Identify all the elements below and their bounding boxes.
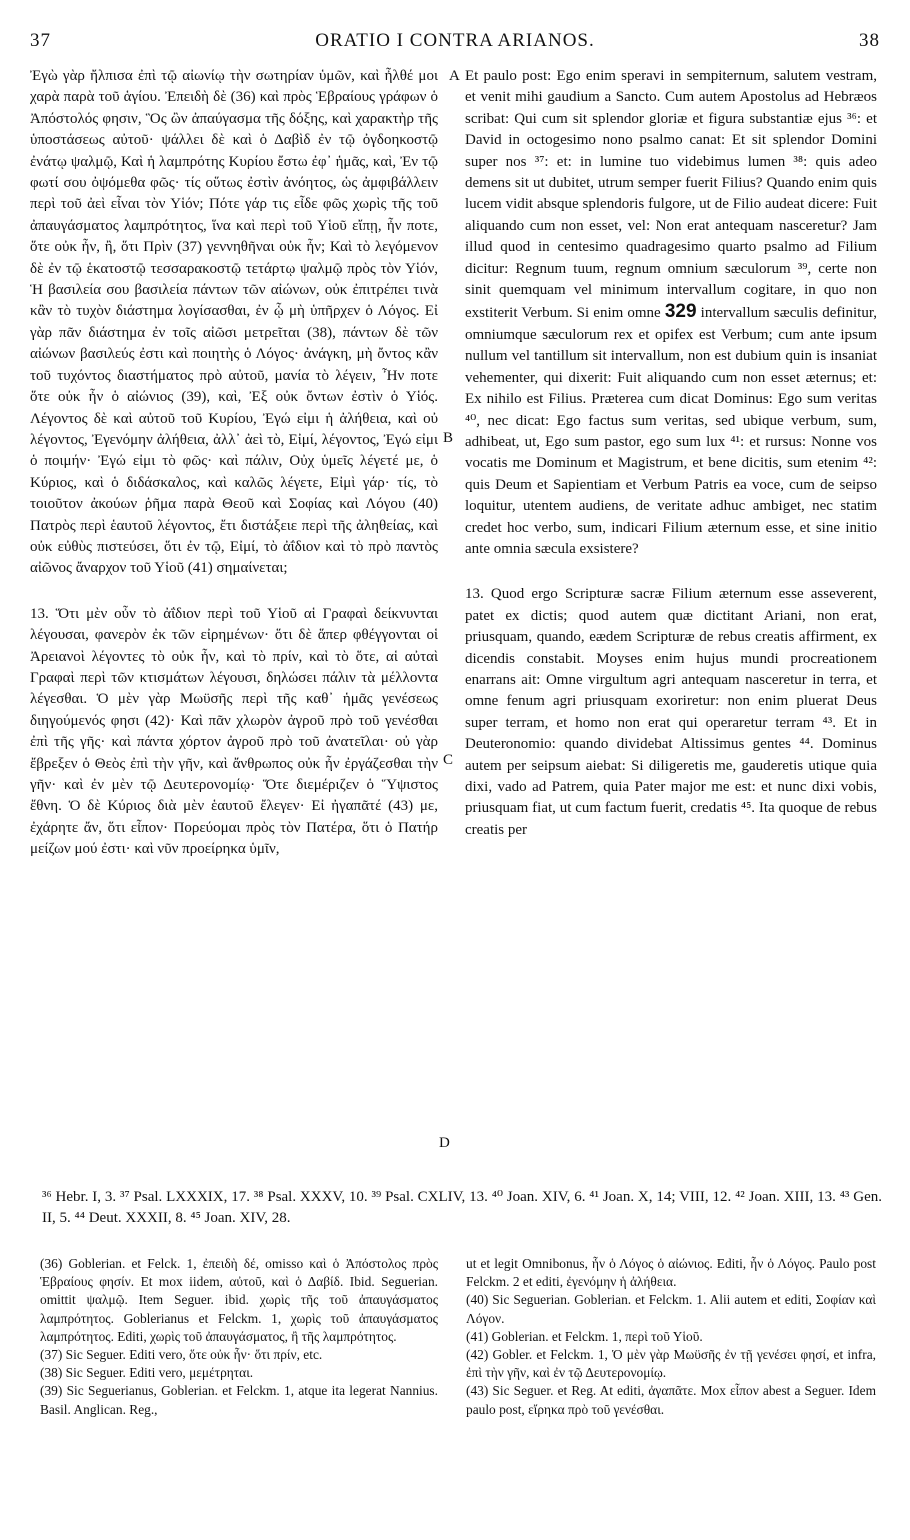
- latin-text-part-2: intervallum sæculis definitur, omniumque sæculorum rex et opifex est Verbum; cum ante ipsum nullum vel tantillum sit intervallum, non est dubium quin is insaniat vehementer, qui dixerit: Fuit aliquando cum non esset æternus; et: Ex nihilo est Filius. Præterea cum dicat Dominus: Ego sum veritas ⁴⁰, nec dicat: Ego factus sum veritas, sed ubique verbum, sum, adhibeat, ut, Ego sum pastor, ego sum lux ⁴¹: et rursus: Nonne vos vocatis me Dominum et Magistrum, et bene dicitis, sum etenim ⁴²: quis Deum et Sapientiam et Verbum Patris ea voce, cum de seipso loquitur, utentem audiens, de veritate adhuc ambiget, nec statim credet hoc verbo, sum, indicari Filium æternum esse, et sine initio ante omnia sæcula exsistere?: [465, 305, 877, 557]
- variant-note: (40) Sic Seguerian. Goblerian. et Felckm. 1. Alii autem et editi, Σοφίαν καὶ Λόγον.: [466, 1292, 876, 1326]
- variant-note: (37) Sic Seguer. Editi vero, ὅτε οὐκ ἦν· ὅτι πρίν, etc.: [40, 1347, 323, 1363]
- migne-column-number: 329: [664, 301, 697, 323]
- greek-paragraph-13: 13. Ὅτι μὲν οὖν τὸ ἀΐδιον περὶ τοῦ Υἱοῦ αἱ Γραφαὶ δείκνυνται λέγουσαι, φανερὸν ἐκ τῶν εἰρημένων· ὅτι δὲ ἅπερ φθέγγονται οἱ Ἀρειανοὶ λέγοντες τὸ οὐκ ἦν, καὶ τὸ πρίν, καὶ τὸ ὅτε, αἱ αὐταὶ Γραφαὶ περὶ τῶν κτισμάτων λέγουσι, δηλώσει πάλιν τὰ μέλλοντα λέγεσθαι. Ὁ μὲν γὰρ Μωϋσῆς περὶ τῆς καθ᾿ ἡμᾶς γενέσεως διηγούμενός φησι (42)· Καὶ πᾶν χλωρὸν ἀγροῦ πρὸ τοῦ γενέσθαι ἐπὶ τῆς γῆς· καὶ πάντα χόρτον ἀγροῦ πρὸ τοῦ ἀνατεῖλαι· οὐ γὰρ ἔβρεξεν ὁ Θεὸς ἐπὶ τὴν γῆν, καὶ ἄνθρωπος οὐκ ἦν ἐργάζεσθαι τὴν γῆν· καὶ ἐν μὲν τῷ Δευτερονομίῳ· Ὅτε διεμέριζεν ὁ Ὕψιστος ἔθνη. Ὁ δὲ Κύριος διὰ μὲν ἑαυτοῦ ἔλεγεν· Εἰ ἠγαπᾶτέ (43) με, ἐχάρητε ἄν, ὅτι εἶπον· Πορεύομαι πρὸς τὸν Πατέρα, ὅτι ὁ Πατήρ μείζων μού ἐστι· καὶ νῦν προείρηκα ὑμῖν,: [30, 605, 438, 858]
- greek-column: [30, 66, 438, 861]
- variant-note: (43) Sic Seguer. et Reg. At editi, ἀγαπᾶτε. Mox εἶπον abest a Seguer. Idem paulo post, εἴρηκα πρὸ τοῦ γενέσθαι.: [466, 1383, 876, 1417]
- variant-note: (41) Goblerian. et Felckm. 1, περὶ τοῦ Υἱοῦ.: [466, 1328, 703, 1344]
- scripture-footnotes: [42, 1187, 882, 1229]
- latin-paragraph-12: [465, 66, 877, 560]
- variant-note: ut et legit Omnibonus, ἦν ὁ Λόγος ὁ αἰώνιος. Editi, ἦν ὁ Λόγος. Paulo post Felckm. 2 et editi, ἐγενόμην ἡ ἀλήθεια.: [466, 1256, 876, 1290]
- greek-paragraph-12: Ἐγὼ γὰρ ἤλπισα ἐπὶ τῷ αἰωνίῳ τὴν σωτηρίαν ὑμῶν, καὶ ἦλθέ μοι χαρὰ παρὰ τοῦ ἁγίου. Ἐπειδὴ δὲ (36) καὶ πρὸς Ἑβραίους γράφων ὁ Ἀπόστολός φησιν, Ὃς ὢν ἀπαύγασμα τῆς δόξης, καὶ χαρακτὴρ τῆς ὑποστάσεως αὐτοῦ· ψάλλει δὲ καὶ ὁ Δαβὶδ ἐν τῷ ὀγδοηκοστῷ ἐνάτῳ ψαλμῷ, Καὶ ἡ λαμπρότης Κυρίου ἔστω ἐφ᾿ ἡμᾶς, καὶ, Ἐν τῷ φωτί σου ὀψόμεθα φῶς· τίς οὕτως ἐστὶν ἀνόητος, ὡς ἀμφιβάλλειν περὶ τοῦ ἀεὶ εἶναι τὸν Υἱόν; Πότε γάρ τις εἶδε φῶς χωρὶς τῆς τοῦ ἀπαυγάσματος λαμπρότητος, ἵνα καὶ περὶ τοῦ Υἱοῦ εἴπῃ, ἦν ποτε, ὅτε οὐκ ἦν, ἢ, ὅτι Πρὶν (37) γεννηθῆναι οὐκ ἦν; Καὶ τὸ λεγόμενον δὲ ἐν τῷ ἑκατοστῷ τεσσαρακοστῷ τετάρτῳ ψαλμῷ πρὸς τὸν Υἱόν, Ἡ βασιλεία σου βασιλεία πάντων τῶν αἰώνων, οὐκ ἐπιτρέπει τινὰ κἂν τὸ τυχὸν διάστημα λογίσασθαι, ἐν ᾧ μὴ ὑπῆρχεν ὁ Λόγος. Εἰ γὰρ πᾶν διάστημα ἐν τοῖς αἰῶσι μετρεῖται (38), πάντων δὲ τῶν αἰώνων βασιλεύς ἐστι καὶ ποιητὴς ὁ Λόγος· ἀνάγκη, μὴ ὄντος κἂν τοῦ τυχόντος διαστήματος πρὸ αὐτοῦ, μανία τὸ λέγειν, Ἦν ποτε ὅτε οὐκ ἦν ὁ αἰώνιος (39), καὶ, Ἐξ οὐκ ὄντων ἐστὶν ὁ Υἱός. Λέγοντος δὲ καὶ αὐτοῦ τοῦ Κυρίου, Ἐγώ εἰμι ἡ ἀλήθεια, καὶ οὐ λέγοντος, Ἐγενόμην ἀλήθεια, ἀλλ᾿ ἀεὶ τὸ, Εἰμί, λέγοντος, Ἐγώ εἰμι ὁ ποιμήν· Ἐγώ εἰμι τὸ φῶς· καὶ πάλιν, Οὐχ ὑμεῖς λέγετέ με, ὁ Κύριος, καὶ ὁ διδάσκαλος, καὶ καλῶς λέγετε, Εἰμὶ γάρ· τίς, τὸ τοιοῦτον ἀκούων ῥῆμα παρὰ Θεοῦ καὶ Σοφίας καὶ Λόγου (40) Πατρὸς περὶ ἑαυτοῦ λέγοντος, ἔτι διστάξειε περὶ τῆς ἀληθείας, καὶ οὐκ εὐθὺς πιστεύσει, ὅτι ἐν τῷ, Εἰμί, τὸ ἀΐδιον καὶ τὸ πρὸ παντὸς αἰῶνος ἄναρχον τοῦ Υἱοῦ (41) σημαίνεται;: [30, 68, 438, 577]
- variant-note: (38) Sic Seguer. Editi vero, μεμέτρηται.: [40, 1365, 254, 1381]
- page-number-right: 38: [859, 30, 880, 51]
- margin-letter-d: D: [439, 1135, 450, 1151]
- latin-column: [465, 66, 877, 841]
- margin-letter-a: A: [449, 68, 460, 84]
- margin-letter-c: C: [443, 752, 454, 768]
- running-title: ORATIO I CONTRA ARIANOS.: [315, 30, 595, 51]
- running-header: [30, 30, 880, 56]
- page-number-left: 37: [30, 30, 51, 51]
- footnote-references: ³⁶ Hebr. I, 3. ³⁷ Psal. LXXXIX, 17. ³⁸ Psal. XXXV, 10. ³⁹ Psal. CXLIV, 13. ⁴⁰ Joan. XIV, 6. ⁴¹ Joan. X, 14; VIII, 12. ⁴² Joan. XIII, 13. ⁴³ Gen. II, 5. ⁴⁴ Deut. XXXII, 8. ⁴⁵ Joan. XIV, 28.: [42, 1189, 882, 1226]
- variant-notes-left: [40, 1255, 438, 1419]
- variant-note: (42) Gobler. et Felckm. 1, Ὁ μὲν γὰρ Μωϋσῆς ἐν τῇ γενέσει φησί, et infra, ἐπὶ τὴν γῆν, καὶ ἐν τῷ Δευτερονομίῳ.: [466, 1347, 876, 1381]
- variant-notes-right: [466, 1255, 876, 1419]
- variant-note: (39) Sic Seguerianus, Goblerian. et Felckm. 1, atque ita legerat Nannius. Basil. Anglican. Reg.,: [40, 1383, 438, 1417]
- variant-note: (36) Goblerian. et Felck. 1, ἐπειδὴ δέ, omisso καὶ ὁ Ἀπόστολος πρὸς Ἑβραίους φησίν. Et mox iidem, αὐτοῦ, καὶ ὁ Δαβίδ. Ibid. Seguerian. omittit ψαλμῷ. Item Seguer. ibid. χωρὶς τῆς τοῦ ἀπαυγάσματος λαμπρότητος. Goblerianus et Felckm. 1, χωρὶς τοῦ ἀπαυγάσματος λαμπρότητος. Editi, χωρὶς τοῦ ἀπαυγάσματος, ἢ τῆς λαμπρότητος.: [40, 1256, 438, 1344]
- margin-letter-b: B: [443, 430, 454, 446]
- latin-text-part-1: Et paulo post: Ego enim speravi in sempiternum, salutem vestram, et venit mihi gaudium a Sancto. Cum autem Apostolus ad Hebræos scribat: Qui cum sit splendor gloriæ et figura substantiæ ejus ³⁶: et David in octogesimo nono psalmo canat: Et sit splendor Domini super nos ³⁷: et: in lumine tuo videbimus lumen ³⁸: quis adeo demens sit ut dubitet, utrum semper fuerit Filius? Quando enim quis lucem vidit absque splendoris fulgore, ut de Filio audeat dicere: Fuit aliquando cum non esset, vel: Non erat antequam nasceretur? Jam illud quod in centesimo quadragesimo quarto psalmo ad Filium dicitur: Regnum tuum, regnum omnium sæculorum ³⁹, certe non sinit quemquam vel minimum intervallum cogitare, in quo non exstiterit Verbum. Si enim omne: [465, 68, 877, 322]
- latin-paragraph-13: 13. Quod ergo Scripturæ sacræ Filium æternum esse asseverent, patet ex dictis; quod autem quæ dictitant Ariani, non erat, priusquam, quando, eædem Scripturæ de rebus creatis affirment, ex dicendis constabit. Moyses enim hujus mundi procreationem enarrans ait: Omne virgultum agri antequam nasceretur in terra, et omne fenum agri priusquam exoriretur: non enim pluerat Deus super terram, et homo non erat qui operaretur terram ⁴³. Et in Deuteronomio: quando dividebat Altissimus gentes ⁴⁴. Dominus autem per seipsum aiebat: Si diligeretis me, gauderetis utique quia dixi, vado ad Patrem, quia Pater major me est: et nunc dixi vobis, priusquam fiat, ut cum factum fuerit, credatis ⁴⁵. Ita quoque de rebus creatis per: [465, 586, 877, 838]
